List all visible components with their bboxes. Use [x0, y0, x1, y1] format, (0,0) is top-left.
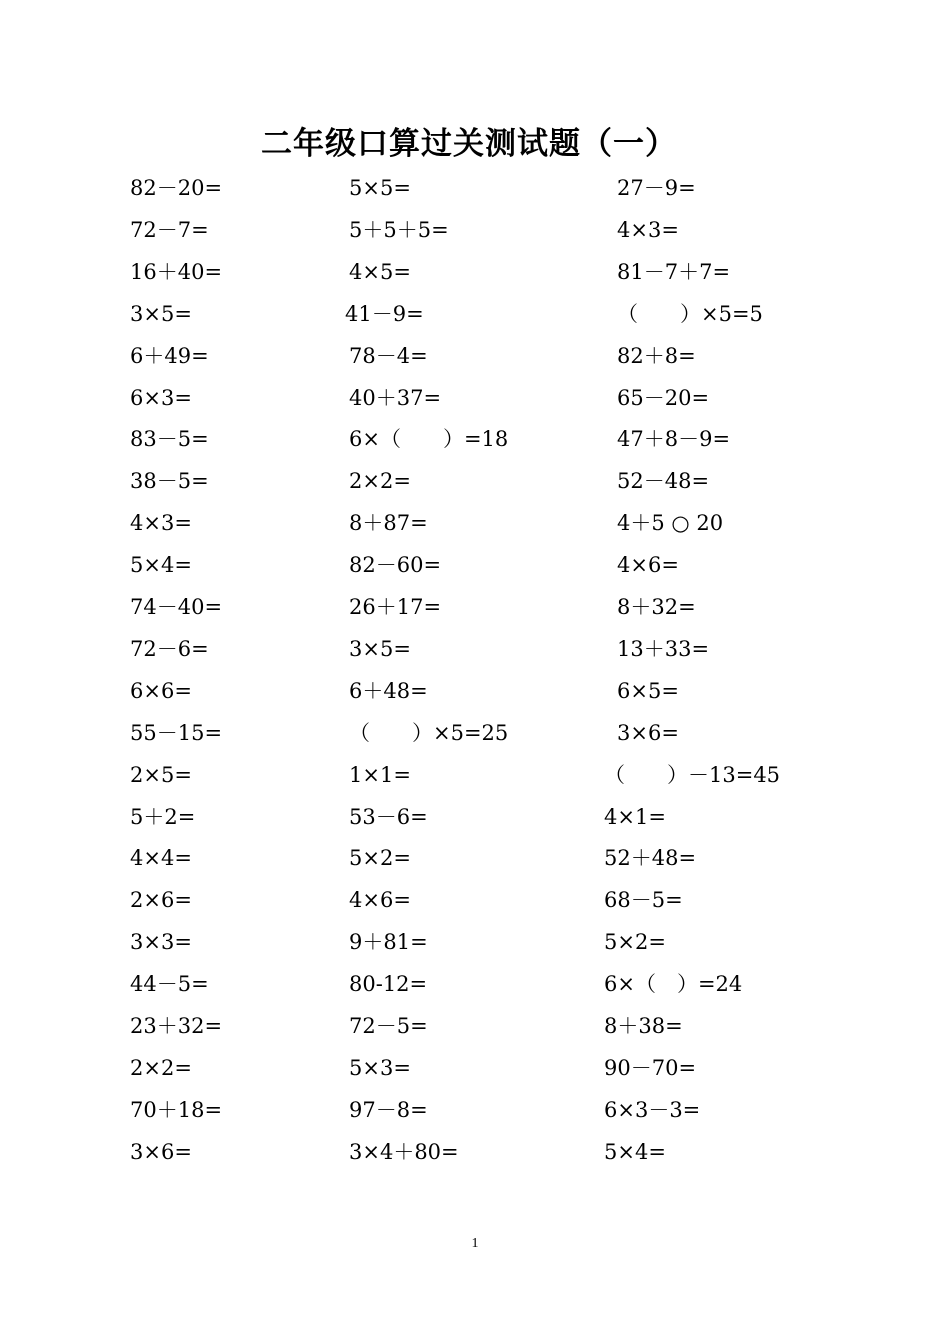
- problem-c1-r20: 44－5=: [130, 972, 209, 996]
- problem-c3-r7: 47＋8－9=: [617, 427, 731, 451]
- problem-c2-r24: 3×4＋80=: [349, 1140, 459, 1164]
- problem-c2-r9: 8＋87=: [349, 511, 428, 535]
- problem-c3-r12: 13＋33=: [617, 637, 710, 661]
- problem-c3-r21: 8＋38=: [604, 1014, 683, 1038]
- problem-c2-r14: （ ）×5=25: [349, 721, 509, 745]
- problem-c3-r11: 8＋32=: [617, 595, 696, 619]
- problem-c3-r5: 82＋8=: [617, 344, 696, 368]
- problem-c3-r1: 27－9=: [617, 176, 696, 200]
- problem-c1-r13: 6×6=: [130, 679, 192, 703]
- problem-c1-r2: 72－7=: [130, 218, 209, 242]
- problem-c3-r15: （ ）－13=45: [604, 763, 781, 787]
- problem-c2-r19: 9＋81=: [349, 930, 428, 954]
- problem-c3-r23: 6×3－3=: [604, 1098, 701, 1122]
- problem-c2-r21: 72－5=: [349, 1014, 428, 1038]
- page-number: 1: [471, 1236, 479, 1251]
- problem-c1-r12: 72－6=: [130, 637, 209, 661]
- problem-c3-r10: 4×6=: [617, 553, 679, 577]
- problem-c2-r15: 1×1=: [349, 763, 411, 787]
- problem-c1-r6: 6×3=: [130, 386, 192, 410]
- problem-c3-r6: 65－20=: [617, 386, 710, 410]
- problem-c2-r17: 5×2=: [349, 846, 411, 870]
- problem-c2-r1: 5×5=: [349, 176, 411, 200]
- page-title: 二年级口算过关测试题（一）: [261, 126, 677, 162]
- problem-c3-r13: 6×5=: [617, 679, 679, 703]
- problem-c3-r17: 52＋48=: [604, 846, 697, 870]
- problem-c2-r8: 2×2=: [349, 469, 411, 493]
- problem-c1-r9: 4×3=: [130, 511, 192, 535]
- problem-c3-r14: 3×6=: [617, 721, 679, 745]
- problem-c1-r18: 2×6=: [130, 888, 192, 912]
- problem-c2-r3: 4×5=: [349, 260, 411, 284]
- problem-c2-r18: 4×6=: [349, 888, 411, 912]
- problem-c2-r12: 3×5=: [349, 637, 411, 661]
- problem-c3-r20: 6×（ ）=24: [604, 972, 743, 996]
- problem-c2-r22: 5×3=: [349, 1056, 411, 1080]
- problem-c1-r19: 3×3=: [130, 930, 192, 954]
- problem-c2-r5: 78－4=: [349, 344, 428, 368]
- problem-c3-r22: 90－70=: [604, 1056, 697, 1080]
- problem-c2-r23: 97－8=: [349, 1098, 428, 1122]
- problem-c1-r23: 70＋18=: [130, 1098, 223, 1122]
- problem-c1-r8: 38－5=: [130, 469, 209, 493]
- problem-c3-r24: 5×4=: [604, 1140, 666, 1164]
- problem-c3-r9: 4＋5 ○ 20: [617, 511, 724, 535]
- problem-c1-r17: 4×4=: [130, 846, 192, 870]
- problem-c3-r4: （ ）×5=5: [617, 302, 763, 326]
- problem-c2-r4: 41－9=: [345, 302, 424, 326]
- problem-c2-r20: 80-12=: [349, 972, 428, 996]
- problem-c2-r6: 40＋37=: [349, 386, 442, 410]
- problem-c1-r16: 5＋2=: [130, 805, 196, 829]
- problem-c3-r3: 81－7＋7=: [617, 260, 731, 284]
- problem-c3-r19: 5×2=: [604, 930, 666, 954]
- problem-c2-r16: 53－6=: [349, 805, 428, 829]
- problem-c1-r11: 74－40=: [130, 595, 223, 619]
- problem-c2-r10: 82－60=: [349, 553, 442, 577]
- problem-c1-r24: 3×6=: [130, 1140, 192, 1164]
- problem-c3-r18: 68－5=: [604, 888, 683, 912]
- problem-c1-r7: 83－5=: [130, 427, 209, 451]
- problem-c2-r13: 6＋48=: [349, 679, 428, 703]
- problem-c1-r3: 16＋40=: [130, 260, 223, 284]
- problem-c2-r2: 5＋5＋5=: [349, 218, 449, 242]
- problem-c1-r1: 82－20=: [130, 176, 223, 200]
- problem-c1-r10: 5×4=: [130, 553, 192, 577]
- problem-c2-r7: 6×（ ）=18: [349, 427, 509, 451]
- problem-c1-r5: 6＋49=: [130, 344, 209, 368]
- problem-c1-r14: 55－15=: [130, 721, 223, 745]
- problem-c1-r4: 3×5=: [130, 302, 192, 326]
- problem-c1-r21: 23＋32=: [130, 1014, 223, 1038]
- problem-c3-r8: 52－48=: [617, 469, 710, 493]
- problem-c1-r22: 2×2=: [130, 1056, 192, 1080]
- problem-c3-r16: 4×1=: [604, 805, 666, 829]
- problem-c2-r11: 26＋17=: [349, 595, 442, 619]
- problem-c3-r2: 4×3=: [617, 218, 679, 242]
- problem-c1-r15: 2×5=: [130, 763, 192, 787]
